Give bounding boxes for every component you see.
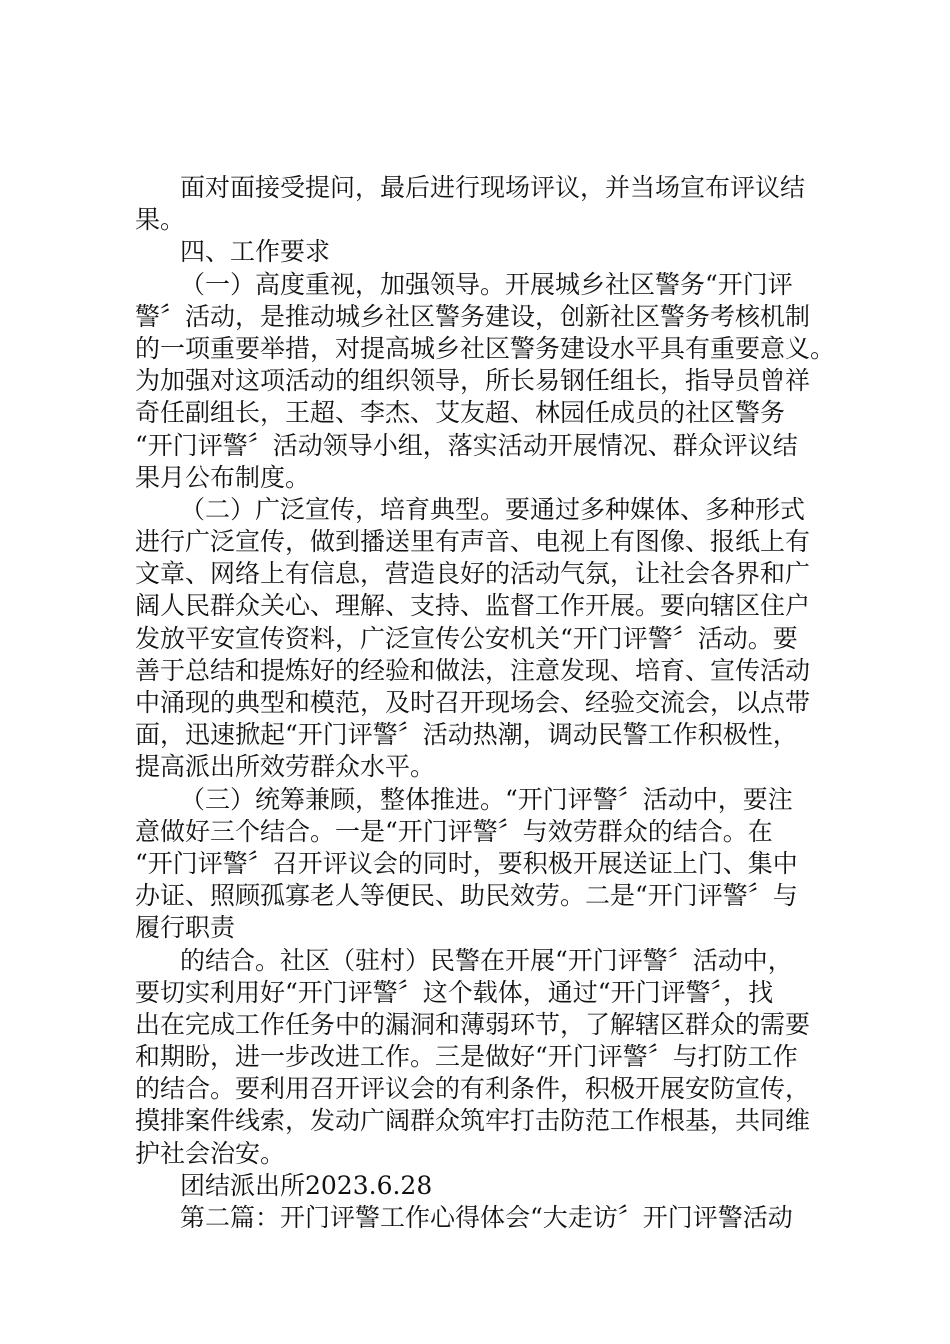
text-line: 为加强对这项活动的组织领导，所长易钢任组长，指导员曾祥 xyxy=(135,366,811,396)
text-line: 警〞活动，是推动城乡社区警务建设，创新社区警务考核机制 xyxy=(135,301,811,331)
text-line: 的结合。社区（驻村）民警在开展“开门评警〞活动中， xyxy=(180,945,793,975)
text-line: 奇任副组长，王超、李杰、艾友超、林园任成员的社区警务 xyxy=(135,398,786,428)
text-line: 办证、照顾孤寡老人等便民、助民效劳。二是“开门评警〞与 xyxy=(135,881,798,911)
text-line: 的结合。要利用召开评议会的有利条件，积极开展安防宣传， xyxy=(135,1074,811,1104)
document-body xyxy=(135,172,835,1234)
text-line: 的一项重要举措，对提高城乡社区警务建设水平具有重要意义。 xyxy=(135,333,836,363)
text-line: 要切实利用好“开门评警〞这个载体，通过“开门评警〞，找 xyxy=(135,977,774,1007)
text-line: 护社会治安。 xyxy=(135,1138,286,1168)
text-line: 第二篇：开门评警工作心得体会“大走访〞开门评警活动 xyxy=(180,1203,793,1232)
text-line: “开门评警〞活动领导小组，落实活动开展情况、群众评议结 xyxy=(135,430,798,460)
text-line: 阔人民群众关心、理解、支持、监督工作开展。要向辖区住户 xyxy=(135,591,811,621)
text-line: 果月公布制度。 xyxy=(135,462,311,492)
text-line: 发放平安宣传资料，广泛宣传公安机关“开门评警〞活动。要 xyxy=(135,623,798,653)
text-line: 团结派出所2023.6.28 xyxy=(180,1170,433,1200)
text-line: 和期盼，进一步改进工作。三是做好“开门评警〞与打防工作 xyxy=(135,1042,798,1072)
text-line: 面对面接受提问，最后进行现场评议，并当场宣布评议结 xyxy=(180,173,806,202)
text-line: 履行职责 xyxy=(135,913,236,943)
text-line: （一）高度重视，加强领导。开展城乡社区警务“开门评 xyxy=(180,269,793,299)
text-line: 面，迅速掀起“开门评警〞活动热潮，调动民警工作积极性， xyxy=(135,720,798,750)
text-line: 摸排案件线索，发动广阔群众筑牢打击防范工作根基，共同维 xyxy=(135,1106,811,1136)
text-line: 中涌现的典型和模范，及时召开现场会、经验交流会，以点带 xyxy=(135,688,811,717)
text-line: （二）广泛宣传，培育典型。要通过多种媒体、多种形式 xyxy=(180,494,806,524)
text-line: 意做好三个结合。一是“开门评警〞与效劳群众的结合。在 xyxy=(135,816,773,846)
text-line: 果。 xyxy=(135,205,186,235)
text-line: （三）统筹兼顾，整体推进。“开门评警〞活动中，要注 xyxy=(180,784,793,814)
text-line: 进行广泛宣传，做到播送里有声音、电视上有图像、报纸上有 xyxy=(135,527,811,557)
text-line: 提高派出所效劳群众水平。 xyxy=(135,752,436,782)
text-line: “开门评警〞召开评议会的同时，要积极开展送证上门、集中 xyxy=(135,848,798,878)
text-line: 出在完成工作任务中的漏洞和薄弱环节，了解辖区群众的需要 xyxy=(135,1009,811,1039)
text-line: 善于总结和提炼好的经验和做法，注意发现、培育、宣传活动 xyxy=(135,655,811,685)
text-line: 四、工作要求 xyxy=(180,237,331,267)
text-line: 文章、网络上有信息，营造良好的活动气氛，让社会各界和广 xyxy=(135,559,811,589)
